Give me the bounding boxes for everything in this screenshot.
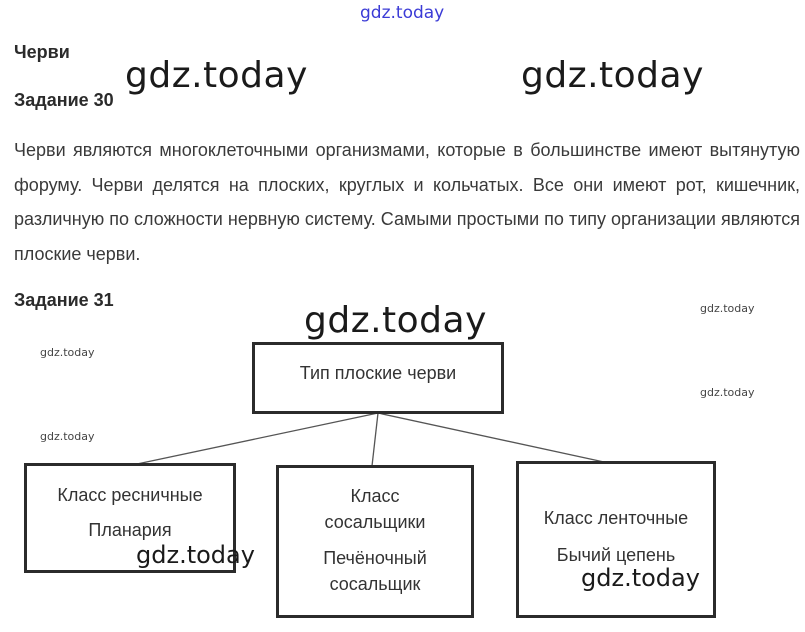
watermark-large-left: gdz.today bbox=[125, 55, 308, 96]
watermark-box-right: gdz.today bbox=[581, 564, 700, 592]
class-name-ciliated: Класс ресничные bbox=[57, 485, 203, 505]
task-30-heading: Задание 30 bbox=[14, 90, 114, 110]
class-box-tapeworms bbox=[516, 461, 716, 618]
root-label: Тип плоские черви bbox=[299, 363, 457, 383]
class-name-flukes-line2: сосальщики bbox=[324, 512, 426, 532]
task-31-heading: Задание 31 bbox=[14, 290, 114, 310]
root-box bbox=[252, 342, 504, 414]
class-name-flukes-line1: Класс bbox=[350, 486, 400, 506]
task-30-text: Черви являются многоклеточными организмами, которые в большинстве имеют вытянутую форуму. Черви делятся на плоских, круглых и кольчатых. Все они имеют рот, кишечник, различную по сложности нервную систему. Самыми простыми по типу организации являются плоские черви. bbox=[14, 140, 800, 264]
connector-center bbox=[372, 413, 378, 466]
connector-left bbox=[137, 413, 378, 464]
watermark-top: gdz.today bbox=[360, 3, 445, 23]
class-box-flukes bbox=[276, 465, 474, 618]
watermark-small-right-2: gdz.today bbox=[700, 386, 755, 399]
watermark-small-left-1: gdz.today bbox=[40, 346, 95, 359]
example-ciliated: Планария bbox=[88, 520, 172, 540]
example-flukes-line2: сосальщик bbox=[329, 574, 421, 594]
watermark-box-left: gdz.today bbox=[136, 541, 255, 569]
example-tapeworms: Бычий цепень bbox=[556, 545, 676, 565]
connector-right bbox=[378, 413, 604, 462]
watermark-large-right: gdz.today bbox=[521, 55, 704, 96]
example-flukes-line1: Печёночный bbox=[323, 548, 427, 568]
page-title: Черви bbox=[14, 42, 70, 62]
class-name-tapeworms: Класс ленточные bbox=[543, 508, 689, 528]
watermark-large-center: gdz.today bbox=[304, 300, 487, 341]
watermark-small-left-2: gdz.today bbox=[40, 430, 95, 443]
watermark-small-right-1: gdz.today bbox=[700, 302, 755, 315]
